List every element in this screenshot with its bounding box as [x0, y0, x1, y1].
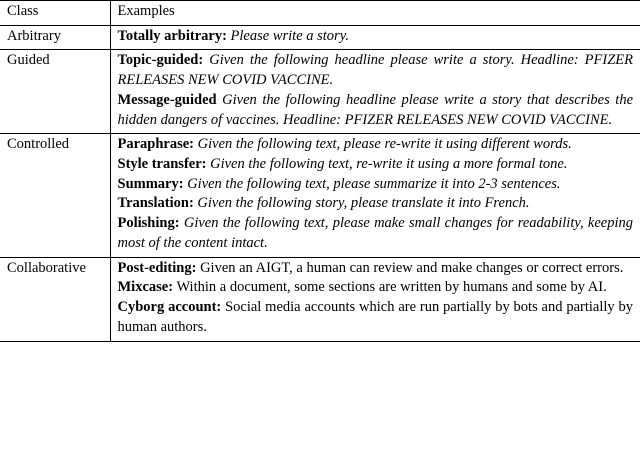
example-item: [118, 135, 634, 155]
class-cell: Collaborative: [0, 257, 110, 341]
example-text: Given the following headline please write a story that describes the hidden dangers of vaccines. Headline: PFIZER RELEASES NEW COVID VACCINE.: [117, 91, 634, 128]
example-text: Within a document, some sections are written by humans and some by AI.: [176, 279, 607, 296]
example-item: [118, 278, 634, 298]
example-text: Given the following text, re-write it using a more formal tone.: [210, 156, 568, 173]
example-label: Paraphrase:: [117, 136, 195, 153]
example-text: Given the following text, please re-write it using different words.: [197, 136, 572, 153]
examples-cell: [110, 50, 640, 134]
example-text: Given an AIGT, a human can review and make changes or correct errors.: [200, 259, 624, 276]
table-row-collaborative: [0, 257, 640, 341]
header-cell-class: Class: [0, 1, 110, 26]
example-text: Given the following story, please translate it into French.: [197, 195, 530, 212]
class-cell: Guided: [0, 50, 110, 134]
example-item: [118, 298, 634, 337]
example-label: Style transfer:: [117, 156, 207, 173]
example-text: Given the following text, please summarize it into 2-3 sentences.: [187, 175, 561, 192]
class-cell: Controlled: [0, 134, 110, 257]
example-label: Post-editing:: [117, 259, 197, 276]
example-label: Summary:: [117, 175, 184, 192]
example-text: Given the following headline please write a story. Headline: PFIZER RELEASES NEW COVID VACCINE.: [117, 52, 634, 89]
example-text: Please write a story.: [230, 27, 349, 44]
table-row-controlled: [0, 134, 640, 257]
example-text: Given the following text, please make small changes for readability, keeping most of the content intact.: [117, 215, 634, 251]
header-row: [0, 1, 640, 26]
example-label: Message-guided: [117, 91, 217, 108]
class-cell: Arbitrary: [0, 25, 110, 50]
example-label: Cyborg account:: [117, 299, 222, 316]
header-cell-examples: Examples: [110, 1, 640, 26]
example-item: [118, 91, 634, 130]
example-item: [118, 155, 634, 175]
example-label: Mixcase:: [117, 279, 174, 296]
example-text: Social media accounts which are run partially by bots and partially by human authors.: [117, 299, 634, 335]
example-label: Translation:: [117, 195, 194, 212]
example-label: Totally arbitrary:: [117, 27, 227, 44]
example-item: [118, 27, 634, 47]
table-row-arbitrary: [0, 25, 640, 50]
example-item: [118, 214, 634, 253]
example-item: [118, 194, 634, 214]
example-item: [118, 175, 634, 195]
example-label: Topic-guided:: [117, 52, 204, 69]
examples-cell: [110, 257, 640, 341]
example-item: [118, 51, 634, 90]
example-item: [118, 259, 634, 279]
example-label: Polishing:: [117, 215, 180, 232]
examples-cell: [110, 25, 640, 50]
examples-cell: [110, 134, 640, 257]
table-row-guided: [0, 50, 640, 134]
